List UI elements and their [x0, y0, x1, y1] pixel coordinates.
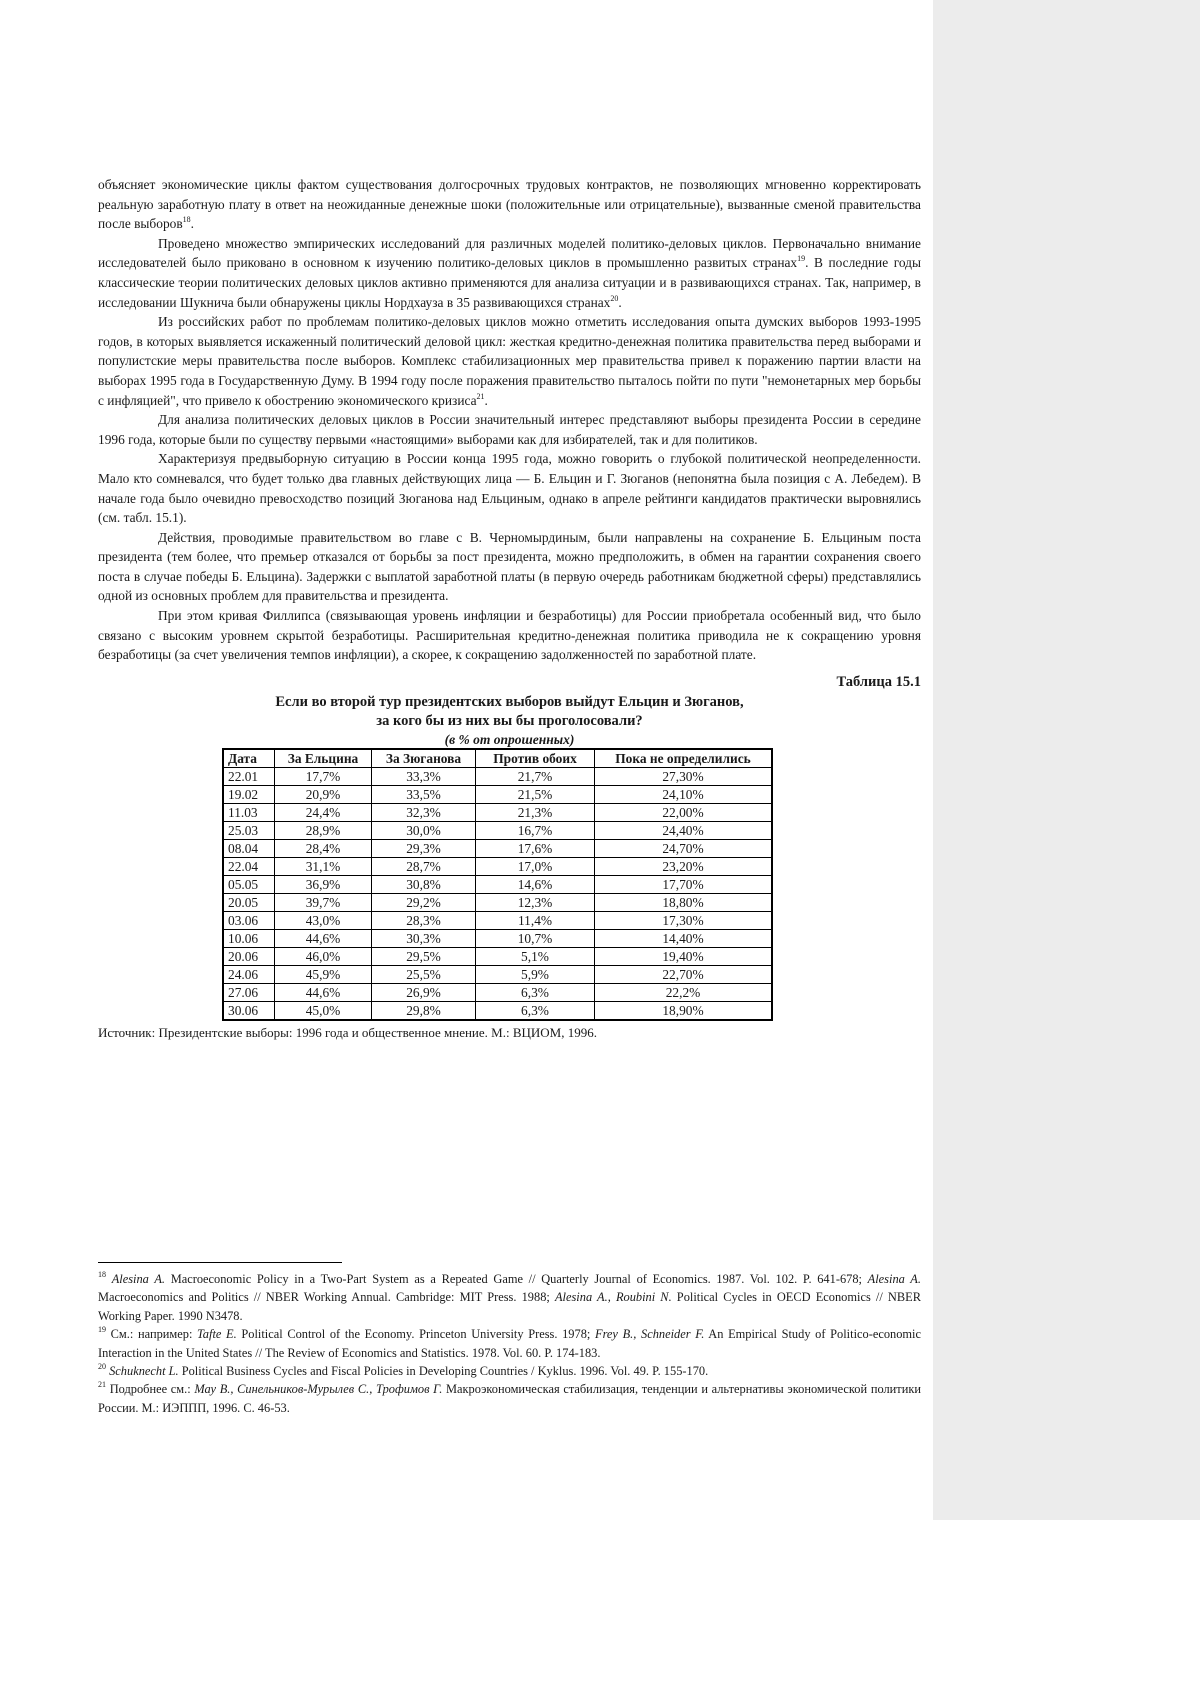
table-cell: 24,70%: [595, 839, 773, 857]
table-cell: 27,30%: [595, 767, 773, 785]
footnotes-section: [98, 1270, 921, 1417]
poll-table: [222, 748, 773, 1021]
table-cell: 45,0%: [275, 1001, 372, 1020]
table-cell: 33,3%: [372, 767, 476, 785]
table-subtitle: (в % от опрошенных): [444, 731, 575, 747]
footnote-19: $^{19}$ См.: например: Tafte E. Political Control of the Economy. Princeton University Press. 1978; Frey B., Schneider F. An Empirical Study of Politico-economic Interaction in the United States // The Review of Economics and Statistics. 1978. Vol. 60. P. 174-183.: [98, 1325, 921, 1360]
paragraph-5: Характеризуя предвыборную ситуацию в России конца 1995 года, можно говорить о глубокой политической неопределенности. Мало кто сомневался, что будет только два главных действующих лица — Б. Ельцин и Г. Зюганов (непонятна была позиция с А. Лебедем). В начале года было очевидно превосходство позиций Зюганова над Ельциным, однако в апреле рейтинги кандидатов практически выровнялись (см. табл. 15.1).: [98, 451, 921, 526]
table-cell: 10.06: [223, 929, 275, 947]
table-row: [223, 803, 772, 821]
table-cell: 30,8%: [372, 875, 476, 893]
table-cell: 44,6%: [275, 929, 372, 947]
table-cell: 29,2%: [372, 893, 476, 911]
table-cell: 28,7%: [372, 857, 476, 875]
paragraph-7: При этом кривая Филлипса (связывающая уровень инфляции и безработицы) для России приобретала особенный вид, что было связано с высоким уровнем скрытой безработицы. Расширительная кредитно-денежная политика приводила не к сокращению уровня безработицы (за счет увеличения темпов инфляции), а скорее, к сокращению задолженностей по заработной плате.: [98, 608, 921, 663]
table-cell: 30,0%: [372, 821, 476, 839]
table-title-line-1: Если во второй тур президентских выборов выйдут Ельцин и Зюганов,: [275, 693, 744, 710]
table-row: [223, 785, 772, 803]
table-cell: 20.05: [223, 893, 275, 911]
table-cell: 12,3%: [476, 893, 595, 911]
table-cell: 39,7%: [275, 893, 372, 911]
table-cell: 03.06: [223, 911, 275, 929]
table-row: [223, 965, 772, 983]
table-cell: 5,1%: [476, 947, 595, 965]
table-cell: 08.04: [223, 839, 275, 857]
table-cell: 24,10%: [595, 785, 773, 803]
table-cell: 32,3%: [372, 803, 476, 821]
table-cell: 28,4%: [275, 839, 372, 857]
column-header-date: Дата: [223, 749, 275, 768]
table-cell: 18,90%: [595, 1001, 773, 1020]
table-row: [223, 821, 772, 839]
table-cell: 22,2%: [595, 983, 773, 1001]
table-row: [223, 983, 772, 1001]
table-cell: 28,3%: [372, 911, 476, 929]
column-header-zyuganov: За Зюганова: [372, 749, 476, 768]
table-cell: 21,5%: [476, 785, 595, 803]
table-cell: 17,70%: [595, 875, 773, 893]
table-cell: 25.03: [223, 821, 275, 839]
table-cell: 29,5%: [372, 947, 476, 965]
table-cell: 21,7%: [476, 767, 595, 785]
table-cell: 24,40%: [595, 821, 773, 839]
table-cell: 27.06: [223, 983, 275, 1001]
table-cell: 11,4%: [476, 911, 595, 929]
table-title: [98, 693, 921, 731]
table-row: [223, 893, 772, 911]
table-source-note: Источник: Президентские выборы: 1996 года и общественное мнение. М.: ВЦИОМ, 1996.: [98, 1024, 597, 1040]
table-cell: 24,4%: [275, 803, 372, 821]
footnote-21: $^{21}$ Подробнее см.: Мау В., Синельников-Мурылев С., Трофимов Г. Макроэкономическая стабилизация, тенденции и альтернативы экономической политики России. М.: ИЭППП, 1996. С. 46-53.: [98, 1380, 921, 1415]
table-cell: 43,0%: [275, 911, 372, 929]
table-cell: 14,6%: [476, 875, 595, 893]
table-cell: 20.06: [223, 947, 275, 965]
table-row: [223, 875, 772, 893]
paragraph-2: Проведено множество эмпирических исследований для различных моделей политико-деловых циклов. Первоначально внимание исследователей было приковано в основном к изучению политико-деловых циклов в промышленно развитых странах$^{19}$. В последние годы классические теории политических деловых циклов активно применяются для анализа ситуации и в развивающихся странах. Так, например, в исследовании Шукнича были обнаружены циклы Нордхауза в 35 развивающихся странах$^{20}$.: [98, 235, 921, 310]
table-row: [223, 911, 772, 929]
paragraph-6: Действия, проводимые правительством во главе с В. Черномырдиным, были направлены на сохранение Б. Ельциным поста президента (тем более, что премьер отказался от борьбы за пост президента, можно предположить, в обмен на гарантии сохранения своего поста в случае победы Б. Ельцина). Задержки с выплатой заработной платы (в первую очередь работникам бюджетной сферы) представлялись одной из основных проблем для правительства и президента.: [98, 529, 921, 604]
footnote-divider: [98, 1262, 342, 1263]
table-cell: 33,5%: [372, 785, 476, 803]
footnote-number: 19: [98, 1325, 106, 1335]
table-row: [223, 857, 772, 875]
table-header-row: [223, 749, 772, 768]
table-cell: 30,3%: [372, 929, 476, 947]
table-cell: 26,9%: [372, 983, 476, 1001]
footnote-ref-19[interactable]: 19: [797, 254, 806, 264]
column-header-against-both: Против обоих: [476, 749, 595, 768]
table-cell: 22.01: [223, 767, 275, 785]
table-cell: 17,7%: [275, 767, 372, 785]
table-cell: 14,40%: [595, 929, 773, 947]
table-cell: 16,7%: [476, 821, 595, 839]
footnote-number: 18: [98, 1270, 106, 1279]
table-row: [223, 947, 772, 965]
table-cell: 22,00%: [595, 803, 773, 821]
column-header-undecided: Пока не определились: [595, 749, 773, 768]
table-cell: 30.06: [223, 1001, 275, 1020]
table-number: Таблица 15.1: [836, 673, 921, 690]
table-cell: 6,3%: [476, 1001, 595, 1020]
table-cell: 5,9%: [476, 965, 595, 983]
table-cell: 28,9%: [275, 821, 372, 839]
footnote-20: $^{20}$ Schuknecht L. Political Business Cycles and Fiscal Policies in Developing Countries / Kyklus. 1996. Vol. 49. P. 155-170.: [98, 1362, 709, 1379]
table-cell: 18,80%: [595, 893, 773, 911]
table-cell: 17,6%: [476, 839, 595, 857]
table-cell: 25,5%: [372, 965, 476, 983]
comment-margin-panel: [933, 0, 1200, 1520]
table-cell: 22.04: [223, 857, 275, 875]
table-cell: 20,9%: [275, 785, 372, 803]
document-body: [98, 175, 921, 1042]
footnote-ref-20[interactable]: 20: [610, 293, 619, 303]
table-title-line-2: за кого бы из них вы бы проголосовали?: [376, 712, 643, 729]
footnote-ref-21[interactable]: 21: [476, 391, 485, 401]
column-header-yeltsin: За Ельцина: [275, 749, 372, 768]
table-cell: 11.03: [223, 803, 275, 821]
table-cell: 21,3%: [476, 803, 595, 821]
table-cell: 05.05: [223, 875, 275, 893]
table-cell: 23,20%: [595, 857, 773, 875]
table-row: [223, 1001, 772, 1020]
paragraph-1: объясняет экономические циклы фактом существования долгосрочных трудовых контрактов, не позволяющих мгновенно корректировать реальную заработную плату в ответ на неожиданные денежные шоки (положительные или отрицательные), вызванные сменой правительства после выборов$^{18}$.: [98, 177, 921, 232]
footnote-ref-18[interactable]: 18: [182, 215, 191, 225]
table-cell: 24.06: [223, 965, 275, 983]
table-cell: 10,7%: [476, 929, 595, 947]
table-row: [223, 929, 772, 947]
table-cell: 45,9%: [275, 965, 372, 983]
table-cell: 22,70%: [595, 965, 773, 983]
table-cell: 19.02: [223, 785, 275, 803]
table-cell: 29,3%: [372, 839, 476, 857]
table-cell: 17,0%: [476, 857, 595, 875]
table-cell: 31,1%: [275, 857, 372, 875]
table-row: [223, 839, 772, 857]
footnote-number: 20: [98, 1362, 106, 1372]
table-cell: 19,40%: [595, 947, 773, 965]
table-cell: 6,3%: [476, 983, 595, 1001]
footnote-number: 21: [98, 1380, 106, 1390]
paragraph-3: Из российских работ по проблемам политико-деловых циклов можно отметить исследования опыта думских выборов 1993-1995 годов, в которых выявляется искаженный политический деловой цикл: жесткая кредитно-денежная политика правительства перед выборами и популистские меры правительства после выборов. Комплекс стабилизационных мер правительства привел к поражению партии власти на выборах 1995 года в Государственную Думу. В 1994 году после поражения правительство пыталось пойти по пути "немонетарных мер борьбы с инфляцией", что привело к обострению экономического кризиса$^{21}$.: [98, 314, 921, 408]
table-cell: 46,0%: [275, 947, 372, 965]
paragraph-4: Для анализа политических деловых циклов в России значительный интерес представляют выборы президента России в середине 1996 года, которые были по существу первыми «настоящими» выборами как для избирателей, так и для политиков.: [98, 412, 921, 447]
table-row: [223, 767, 772, 785]
table-cell: 17,30%: [595, 911, 773, 929]
footnote-18: $^{18}$ Alesina A. Macroeconomic Policy in a Two-Part System as a Repeated Game // Quarterly Journal of Economics. 1987. Vol. 102. P. 641-678; Alesina A. Macroeconomics and Politics // NBER Working Annual. Cambridge: MIT Press. 1988; Alesina A., Roubini N. Political Cycles in OECD Economics // NBER Working Paper. 1990 N3478.: [98, 1270, 921, 1323]
table-cell: 44,6%: [275, 983, 372, 1001]
table-cell: 36,9%: [275, 875, 372, 893]
table-cell: 29,8%: [372, 1001, 476, 1020]
